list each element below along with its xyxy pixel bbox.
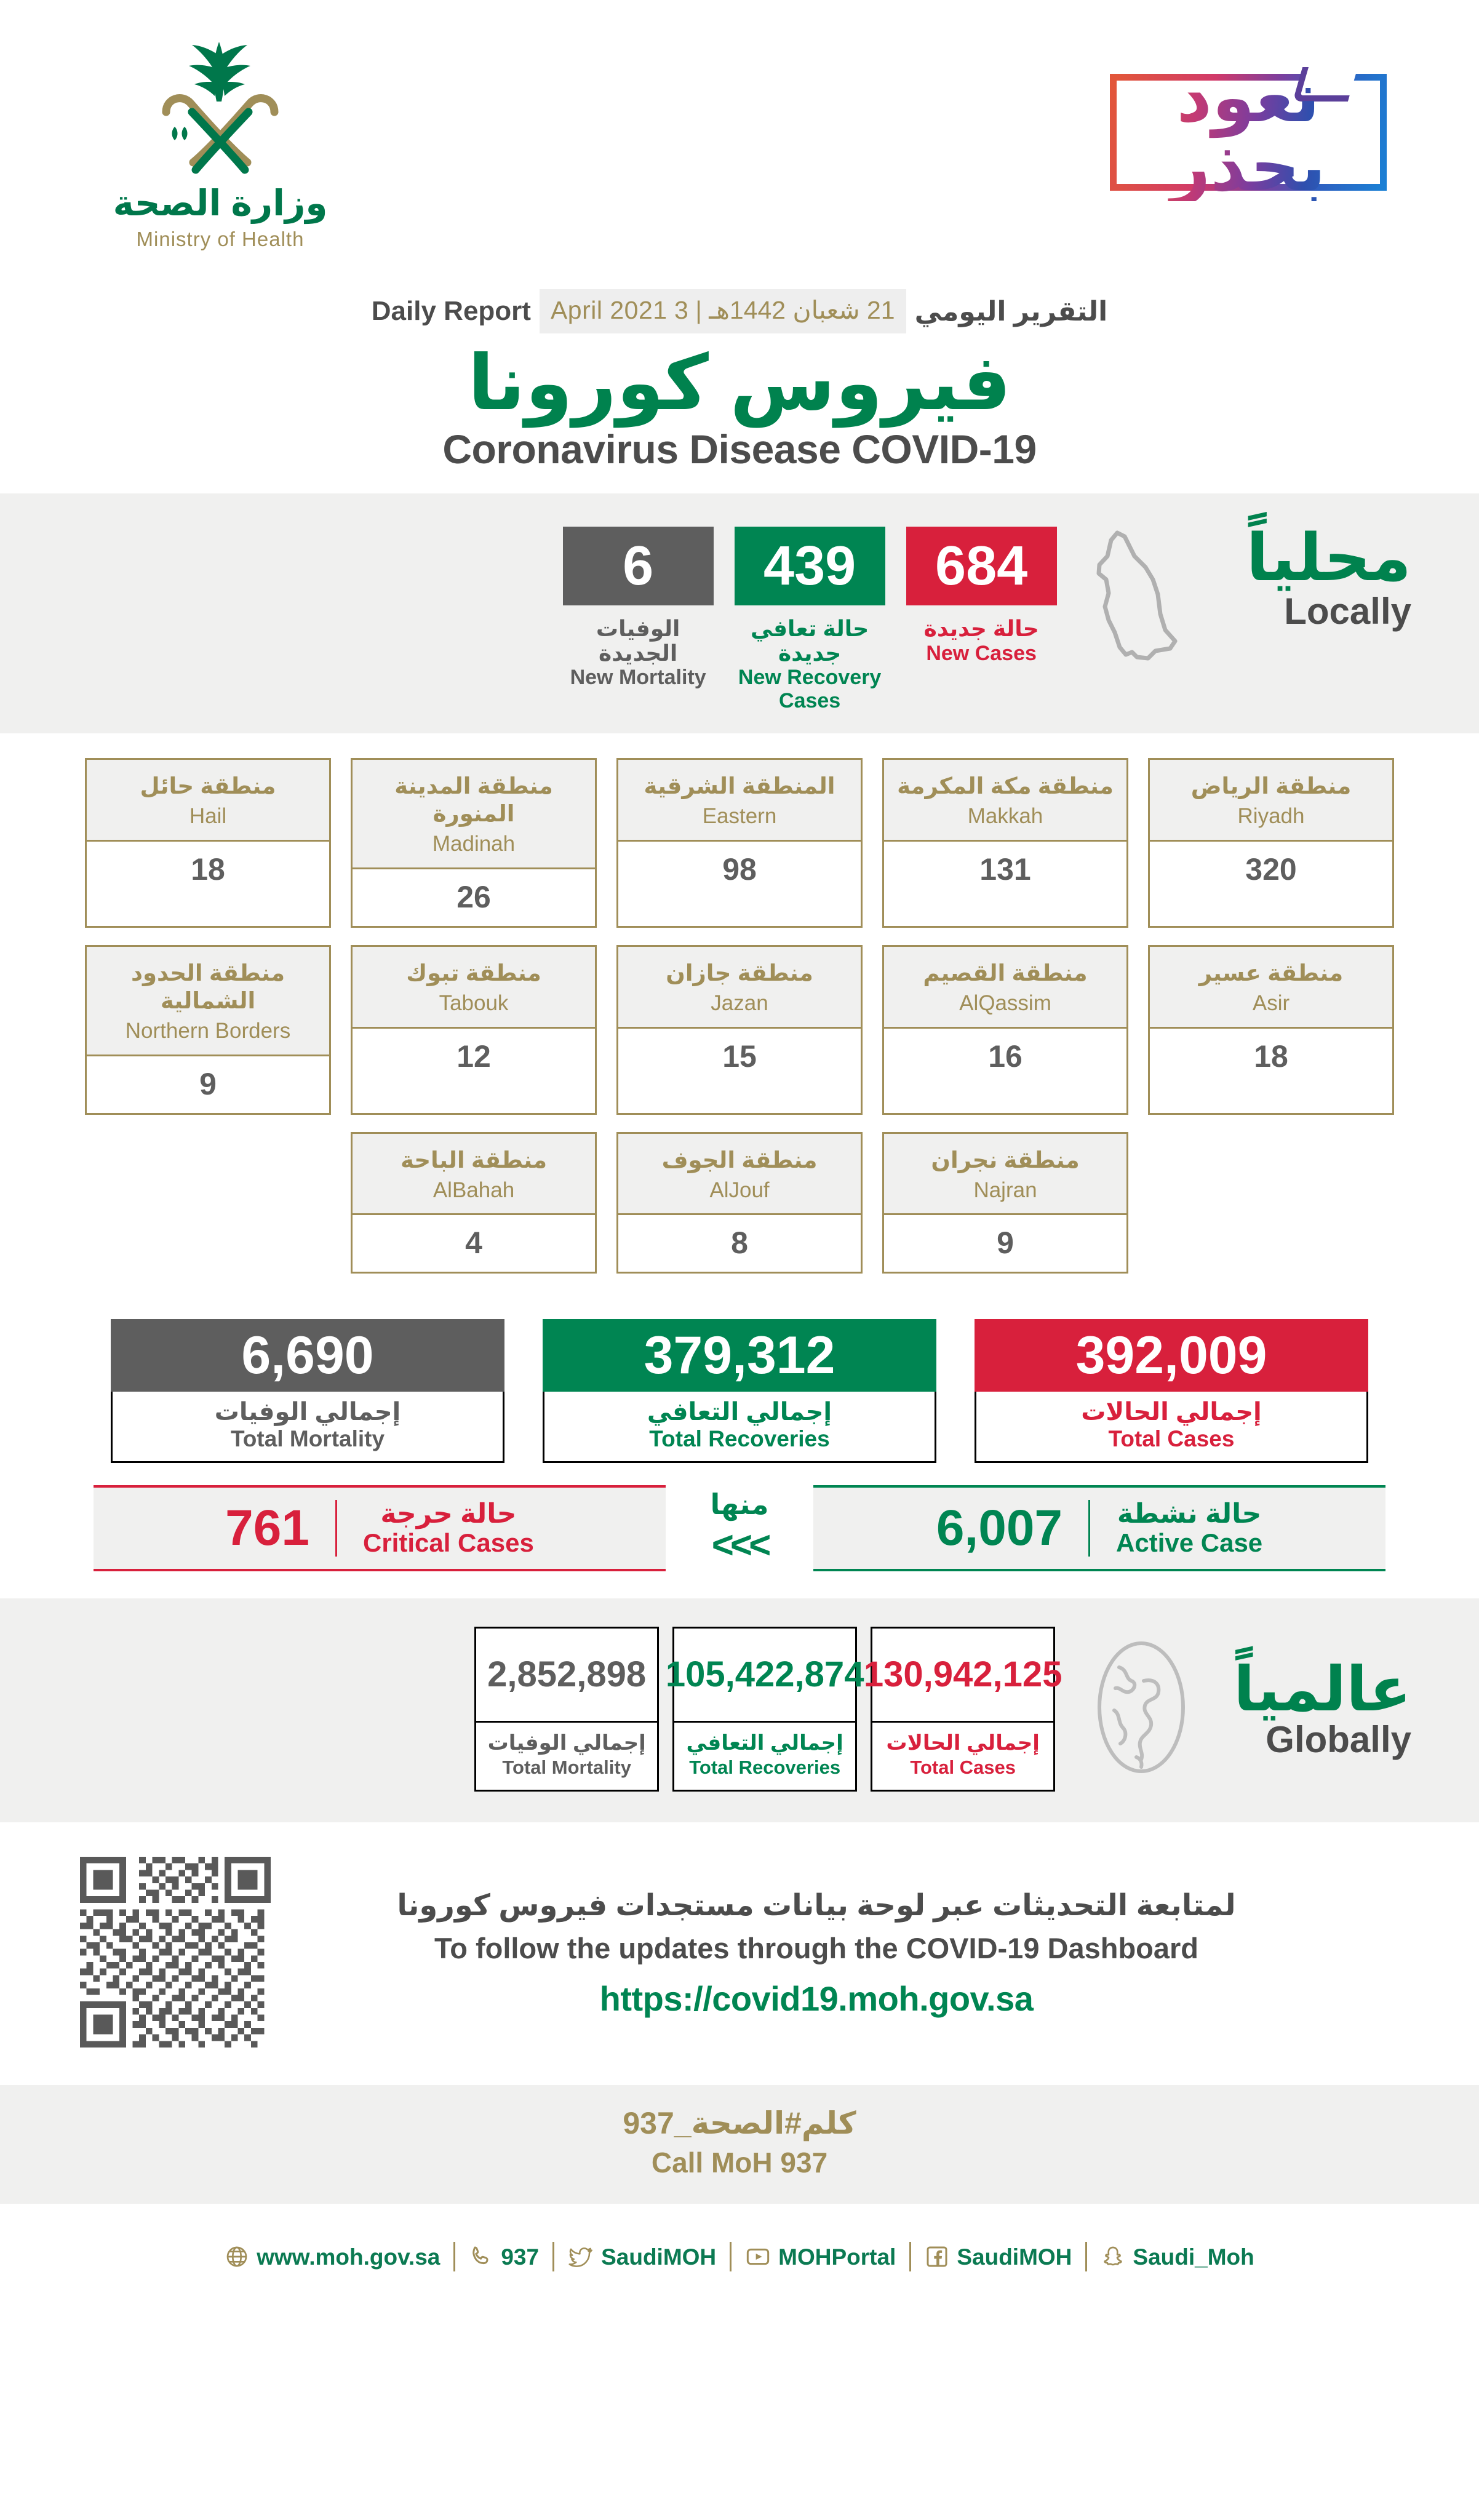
total-mortality-label-en: Total Mortality	[230, 1426, 385, 1452]
stat-new-recovery-value: 439	[763, 535, 856, 597]
region-value: 26	[353, 869, 595, 926]
total-cases-value: 392,009	[1075, 1326, 1267, 1386]
stat-new-recovery-label-ar: حالة تعافي جديدة	[751, 616, 869, 666]
locally-section	[0, 493, 1479, 733]
region-name-ar: منطقة عسير	[1198, 960, 1344, 986]
regions-section	[0, 733, 1479, 1308]
region-name-en: Makkah	[967, 804, 1043, 829]
qr-code-icon[interactable]	[80, 1857, 271, 2051]
region-value: 9	[884, 1215, 1126, 1272]
active-cases-label-ar: حالة نشطة	[1117, 1498, 1262, 1529]
social-bar	[0, 2204, 1479, 2306]
stat-new-mortality-label-en: New Mortality	[570, 666, 706, 690]
region-name-en: Northern Borders	[125, 1019, 291, 1043]
stat-new-mortality-label-ar: الوفيات الجديدة	[596, 616, 680, 666]
total-cases-label-ar: إجمالي الحالات	[1081, 1398, 1262, 1426]
region-name-ar: منطقة جازان	[666, 960, 813, 986]
minha-label: منها	[710, 1488, 769, 1520]
stat-new-recovery-label-en: New Recovery Cases	[738, 666, 882, 712]
social-snapchat-text: Saudi_Moh	[1133, 2244, 1254, 2270]
region-name-en: Jazan	[711, 991, 768, 1016]
region-card-asir[interactable]	[1148, 945, 1394, 1115]
active-cases-value: 6,007	[936, 1499, 1063, 1556]
critical-cases-value: 761	[225, 1499, 309, 1556]
region-name-en: Madinah	[432, 832, 516, 856]
dashboard-line-arabic: لمتابعة التحديثات عبر لوحة بيانات مستجدات فيروس كورونا	[397, 1889, 1236, 1923]
global-total-recoveries-card	[665, 1627, 864, 1792]
stat-new-cases	[906, 527, 1057, 712]
region-card-riyadh[interactable]	[1148, 758, 1394, 928]
phone-icon	[469, 2244, 493, 2269]
region-name-en: AlQassim	[959, 991, 1051, 1016]
dashboard-url[interactable]: https://covid19.moh.gov.sa	[599, 1979, 1034, 2018]
region-name-en: AlJouf	[709, 1178, 770, 1202]
region-name-ar: منطقة الحدود الشمالية	[130, 960, 285, 1014]
region-value: 4	[353, 1215, 595, 1272]
region-value: 131	[884, 842, 1126, 898]
region-card-jazan[interactable]	[616, 945, 863, 1115]
locally-heading-arabic: محلياً	[1246, 522, 1411, 595]
region-value: 15	[618, 1029, 861, 1085]
locally-heading	[1246, 522, 1411, 632]
social-twitter-text: SaudiMOH	[601, 2244, 717, 2270]
global-total-mortality-label-ar: إجمالي الوفيات	[487, 1731, 646, 1755]
critical-active-row	[0, 1481, 1479, 1598]
globally-cards	[474, 1627, 1062, 1792]
region-name-ar: منطقة مكة المكرمة	[897, 773, 1114, 799]
global-total-cases-label-en: Total Cases	[910, 1756, 1016, 1778]
palm-and-swords-emblem-icon	[128, 37, 313, 178]
region-name-ar: المنطقة الشرقية	[644, 773, 835, 799]
region-name-en: AlBahah	[433, 1178, 515, 1202]
social-facebook-text: SaudiMOH	[957, 2244, 1072, 2270]
globally-heading	[1234, 1655, 1411, 1761]
total-mortality-value: 6,690	[241, 1326, 374, 1386]
global-total-recoveries-label-en: Total Recoveries	[689, 1756, 841, 1778]
social-phone-text: 937	[501, 2244, 540, 2270]
region-name-ar: منطقة تبوك	[406, 960, 541, 986]
region-value: 16	[884, 1029, 1126, 1085]
total-recoveries-value: 379,312	[644, 1326, 835, 1386]
stat-new-mortality-value: 6	[623, 535, 654, 597]
region-name-en: Najran	[973, 1178, 1037, 1202]
facebook-icon	[925, 2244, 949, 2269]
ministry-name-arabic: وزارة الصحة	[113, 183, 328, 223]
region-name-en: Asir	[1252, 991, 1290, 1016]
dashboard-line-english: To follow the updates through the COVID-19 Dashboard	[434, 1931, 1199, 1964]
moh-logo	[91, 37, 349, 251]
region-name-ar: منطقة القصيم	[923, 960, 1088, 986]
stat-new-recovery	[735, 527, 885, 712]
region-name-en: Hail	[189, 804, 227, 829]
local-totals-section	[0, 1308, 1479, 1598]
campaign-logo	[1110, 59, 1387, 205]
region-value: 8	[618, 1215, 861, 1272]
total-recoveries-card	[543, 1319, 936, 1463]
critical-cases-label-en: Critical Cases	[363, 1528, 534, 1557]
stat-new-cases-value: 684	[935, 535, 1028, 597]
globally-heading-arabic: عالمياً	[1234, 1655, 1411, 1725]
region-name-ar: منطقة حائل	[140, 773, 276, 799]
report-line	[0, 289, 1479, 333]
region-value: 18	[1150, 1029, 1392, 1085]
report-label-english: Daily Report	[371, 296, 531, 326]
region-card-hail[interactable]	[85, 758, 331, 928]
stat-new-mortality	[563, 527, 714, 712]
report-date: 21 شعبان 1442هـ | 3 April 2021	[540, 289, 906, 333]
global-total-recoveries-value: 105,422,874	[665, 1654, 864, 1694]
region-name-en: Tabouk	[439, 991, 509, 1016]
active-cases-card	[813, 1485, 1385, 1571]
critical-cases-label-ar: حالة حرجة	[380, 1498, 517, 1529]
twitter-icon	[568, 2244, 594, 2269]
total-recoveries-label-en: Total Recoveries	[649, 1426, 830, 1452]
social-youtube-text: MOHPortal	[778, 2244, 896, 2270]
global-total-mortality-card	[474, 1627, 659, 1792]
global-total-cases-card	[863, 1627, 1062, 1792]
minha-indicator	[666, 1490, 813, 1566]
social-website[interactable]	[211, 2244, 453, 2269]
globally-heading-english: Globally	[1266, 1719, 1411, 1761]
region-card-madinah[interactable]	[351, 758, 597, 928]
region-name-en: Riyadh	[1237, 804, 1305, 829]
chevrons-left-icon: <<<	[711, 1523, 768, 1566]
region-card-tabouk[interactable]	[351, 945, 597, 1115]
region-card-eastern[interactable]	[616, 758, 863, 928]
campaign-slogan: نعود بحذر	[1117, 63, 1380, 201]
region-card-northern-borders[interactable]	[85, 945, 331, 1115]
dashboard-text	[271, 1888, 1479, 2019]
dashboard-section	[0, 1822, 1479, 2085]
region-value: 320	[1150, 842, 1392, 898]
region-card-alqassim[interactable]	[882, 945, 1128, 1115]
region-card-albahah[interactable]	[351, 1132, 597, 1274]
social-website-text: www.moh.gov.sa	[257, 2244, 441, 2270]
region-name-ar: منطقة الرياض	[1190, 773, 1352, 799]
active-cases-label-en: Active Case	[1116, 1528, 1263, 1557]
call-moh-arabic: كلم#الصحة_937	[623, 2105, 856, 2140]
total-cases-label-en: Total Cases	[1108, 1426, 1235, 1452]
locally-heading-english: Locally	[1284, 591, 1411, 632]
locally-stats	[563, 527, 1057, 712]
region-value: 18	[87, 842, 329, 898]
global-total-mortality-value: 2,852,898	[487, 1654, 647, 1694]
saudi-arabia-map-icon	[1079, 520, 1221, 677]
region-name-ar: منطقة الجوف	[661, 1147, 818, 1173]
total-recoveries-label-ar: إجمالي التعافي	[647, 1398, 832, 1426]
global-total-cases-value: 130,942,125	[863, 1654, 1062, 1694]
region-value: 9	[87, 1056, 329, 1113]
snapchat-icon	[1101, 2244, 1125, 2269]
social-twitter[interactable]	[554, 2244, 730, 2269]
critical-cases-card	[94, 1485, 666, 1571]
total-mortality-card	[111, 1319, 504, 1463]
region-name-ar: منطقة نجران	[931, 1147, 1080, 1173]
globe-icon	[1080, 1637, 1203, 1781]
regions-row-2	[0, 945, 1479, 1115]
social-snapchat[interactable]	[1087, 2244, 1267, 2269]
region-value: 12	[353, 1029, 595, 1085]
region-name-ar: منطقة المدينة المنورة	[394, 773, 553, 827]
social-phone[interactable]	[455, 2244, 552, 2269]
regions-row-3	[0, 1132, 1479, 1274]
regions-row-1	[0, 758, 1479, 928]
region-value: 98	[618, 842, 861, 898]
region-card-aljouf[interactable]	[616, 1132, 863, 1274]
region-name-ar: منطقة الباحة	[400, 1147, 548, 1173]
report-label-arabic: التقرير اليومي	[914, 296, 1108, 327]
region-card-makkah[interactable]	[882, 758, 1128, 928]
page-title-english: Coronavirus Disease COVID-19	[442, 426, 1037, 472]
global-total-recoveries-label-ar: إجمالي التعافي	[686, 1731, 843, 1755]
total-cases-card	[975, 1319, 1368, 1463]
globe-icon	[225, 2244, 249, 2269]
youtube-icon	[745, 2244, 771, 2269]
title-block	[0, 289, 1479, 493]
call-moh-english: Call MoH 937	[651, 2147, 828, 2179]
total-mortality-label-ar: إجمالي الوفيات	[214, 1398, 401, 1426]
globally-section	[0, 1598, 1479, 1822]
social-youtube[interactable]	[732, 2244, 909, 2269]
social-facebook[interactable]	[911, 2244, 1085, 2269]
global-total-mortality-label-en: Total Mortality	[502, 1756, 631, 1778]
call-moh-band	[0, 2085, 1479, 2204]
stat-new-cases-label-en: New Cases	[926, 641, 1037, 665]
page-title-arabic: فيروس كورونا	[468, 341, 1011, 426]
region-card-najran[interactable]	[882, 1132, 1128, 1274]
global-total-cases-label-ar: إجمالي الحالات	[886, 1731, 1040, 1755]
stat-new-cases-label-ar: حالة جديدة	[923, 616, 1039, 642]
header	[0, 0, 1479, 289]
ministry-name-english: Ministry of Health	[136, 228, 305, 250]
region-name-en: Eastern	[702, 804, 777, 829]
